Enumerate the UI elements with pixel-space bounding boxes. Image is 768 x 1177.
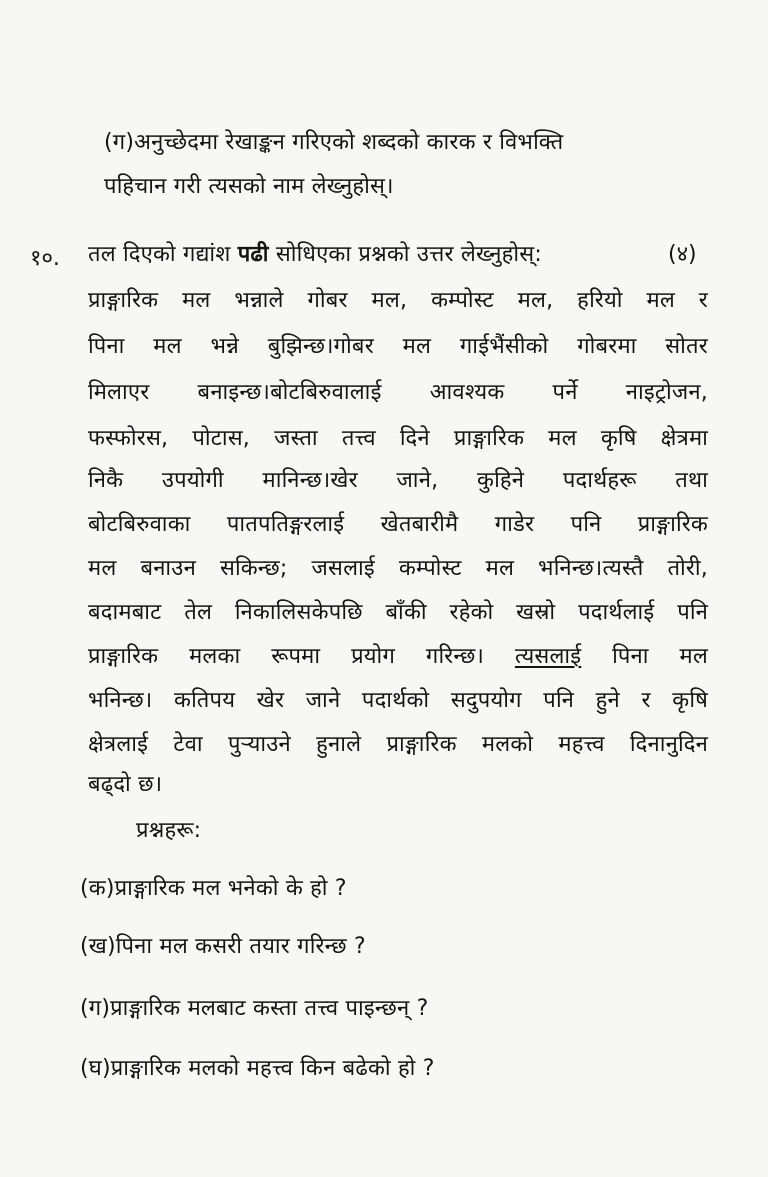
sub-question-gha: (घ)प्राङ्गारिक मलको महत्त्व किन बढेको हो ? [80,1056,435,1081]
sub-question-ka: (क)प्राङ्गारिक मल भनेको के हो ? [80,876,347,901]
passage-line-4: फस्फोरस, पोटास, जस्ता तत्त्व दिने प्राङ्गारिक मल कृषि क्षेत्रमा [88,426,708,451]
sub-question-kha: (ख)पिना मल कसरी तयार गरिन्छ ? [80,934,366,959]
passage-line-5: निकै उपयोगी मानिन्छ।खेर जाने, कुहिने पदार्थहरू तथा [88,468,708,493]
passage-line-12: बढ्दो छ। [88,772,163,797]
question-number: १०. [30,246,60,271]
sub-question-ga: (ग)प्राङ्गारिक मलबाट कस्ता तत्त्व पाइन्छन् ? [80,996,429,1021]
passage-line-1: प्राङ्गारिक मल भन्नाले गोबर मल, कम्पोस्ट मल, हरियो मल र [88,288,708,313]
prev-question-line-2: पहिचान गरी त्यसको नाम लेख्नुहोस्। [104,174,394,199]
question-marks: (४) [668,242,697,267]
passage-line-9 [88,642,708,672]
passage-line-8: बदामबाट तेल निकालिसकेपछि बाँकी रहेको खस्रो पदार्थलाई पनि [88,600,708,625]
passage-line-7: मल बनाउन सकिन्छ; जसलाई कम्पोस्ट मल भनिन्छ।त्यस्तै तोरी, [88,556,708,581]
passage-line-9-text-1: प्राङ्गारिक मलका रूपमा प्रयोग गरिन्छ। [88,644,515,669]
question-instruction [88,240,542,270]
passage-line-2: पिना मल भन्ने बुझिन्छ।गोबर मल गाईभैंसीको गोबरमा सोतर [88,334,708,359]
instruction-text-1: तल दिएको गद्यांश [88,242,238,267]
passage-line-3: मिलाएर बनाइन्छ।बोटबिरुवालाई आवश्यक पर्ने नाइट्रोजन, [88,380,708,405]
underlined-word: त्यसलाई [514,644,582,669]
passage-line-6: बोटबिरुवाका पातपतिङ्गरलाई खेतबारीमै गाडेर पनि प्राङ्गारिक [88,512,708,537]
passage-line-9-text-2: पिना मल [581,644,708,669]
prev-question-line-1: (ग)अनुच्छेदमा रेखाङ्कन गरिएको शब्दको कारक र विभक्ति [104,130,564,155]
questions-heading: प्रश्नहरू: [136,818,202,843]
passage-line-11: क्षेत्रलाई टेवा पुऱ्याउने हुनाले प्राङ्गारिक मलको महत्त्व दिनानुदिन [88,732,708,757]
passage-line-10: भनिन्छ। कतिपय खेर जाने पदार्थको सदुपयोग पनि हुने र कृषि [88,688,708,713]
instruction-text-2: सोधिएका प्रश्नको उत्तर लेख्नुहोस्: [268,242,542,267]
instruction-text-bold: पढी [237,242,269,267]
